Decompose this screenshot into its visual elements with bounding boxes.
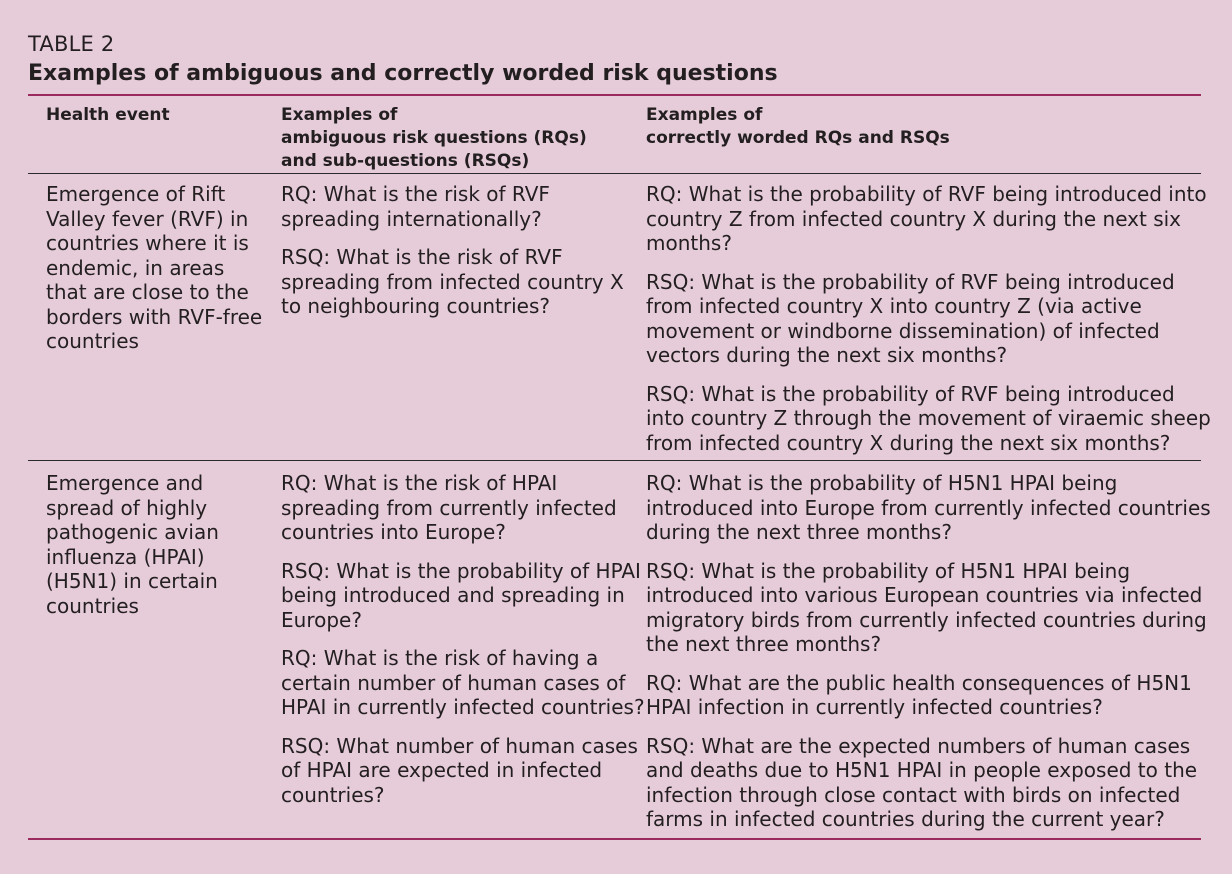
table-row xyxy=(28,461,1211,838)
ambiguous-question: RQ: What is the risk of RVF spreading internationally? xyxy=(281,182,550,231)
header-ambiguous-questions: Examples of ambiguous risk questions (RQs) and sub-questions (RSQs) xyxy=(281,105,587,171)
ambiguous-question: RSQ: What is the risk of RVF spreading from infected country X to neighbouring countries? xyxy=(281,245,624,318)
ambiguous-question: RSQ: What is the probability of HPAI being introduced and spreading in Europe? xyxy=(281,558,641,632)
table-title: Examples of ambiguous and correctly worded risk questions xyxy=(28,61,778,86)
table-header-row xyxy=(28,96,1201,173)
correct-question: RSQ: What is the probability of H5N1 HPAI being introduced into various European countries via infected migratory birds from currently infected countries during the next three months? xyxy=(646,558,1207,656)
cell-health-event xyxy=(28,182,263,460)
ambiguous-question: RQ: What is the risk of having a certain number of human cases of HPAI in currently infected countries? xyxy=(281,646,645,719)
header-health-event: Health event xyxy=(46,105,170,125)
header-correct-questions: Examples of correctly worded RQs and RSQs xyxy=(646,105,950,148)
cell-correct xyxy=(646,182,1219,460)
table-figure xyxy=(28,30,1211,840)
ambiguous-question: RSQ: What number of human cases of HPAI are expected in infected countries? xyxy=(281,733,638,807)
correct-question: RQ: What are the public health consequences of H5N1 HPAI infection in currently infected countries? xyxy=(646,670,1192,719)
correct-question: RSQ: What is the probability of RVF being introduced from infected country X into country Z (via active movement or windborne dissemination) of infected vectors during the next six months? xyxy=(646,269,1175,367)
cell-ambiguous xyxy=(281,471,646,838)
cell-correct xyxy=(646,471,1219,838)
table-bottom-rule xyxy=(28,838,1201,840)
health-event-text: Emergence of Rift Valley fever (RVF) in countries where it is endemic, in areas that are close to the borders with RVF-free countries xyxy=(46,182,263,353)
cell-ambiguous xyxy=(281,182,646,460)
table-row xyxy=(28,174,1211,460)
cell-health-event xyxy=(28,471,263,838)
correct-question: RSQ: What are the expected numbers of human cases and deaths due to H5N1 HPAI in people exposed to the infection through close contact with birds on infected farms in infected countries during the current year? xyxy=(646,733,1198,831)
correct-question: RQ: What is the probability of RVF being introduced into country Z from infected country X during the next six months? xyxy=(646,182,1207,255)
ambiguous-question: RQ: What is the risk of HPAI spreading from currently infected countries into Europe? xyxy=(281,471,617,544)
table-label: TABLE 2 xyxy=(28,32,115,56)
health-event-text: Emergence and spread of highly pathogenic avian influenza (HPAI) (H5N1) in certain countries xyxy=(46,471,219,618)
correct-question: RSQ: What is the probability of RVF being introduced into country Z through the movement of viraemic sheep from infected country X during the next six months? xyxy=(646,381,1211,455)
correct-question: RQ: What is the probability of H5N1 HPAI being introduced into Europe from currently infected countries during the next three months? xyxy=(646,471,1211,544)
